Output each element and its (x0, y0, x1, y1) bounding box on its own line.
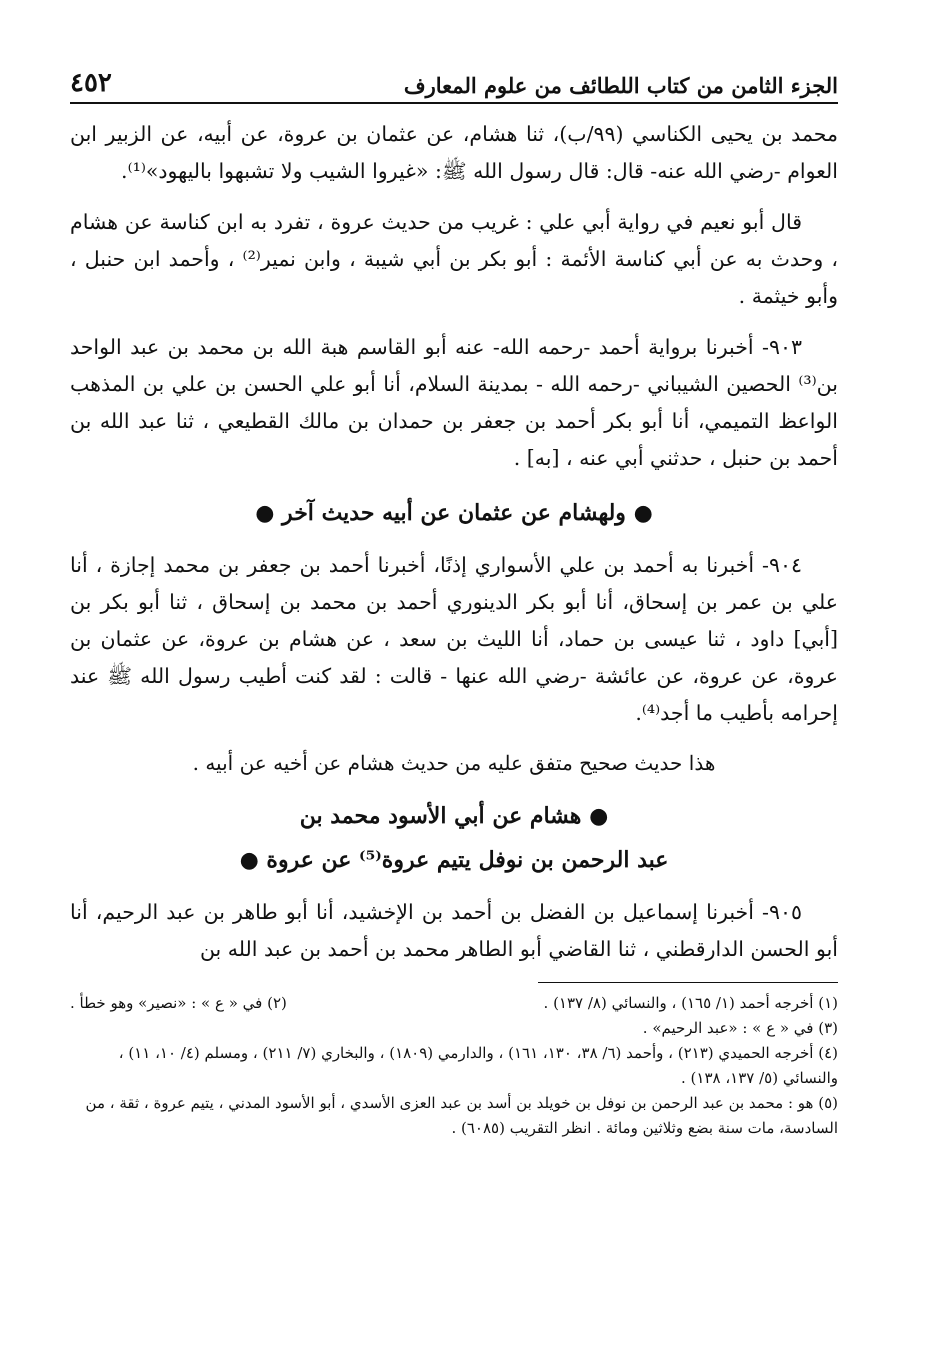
footnote-separator (538, 982, 838, 983)
section-heading-2-line-1: ● هشام عن أبي الأسود محمد بن (299, 803, 609, 829)
footnote-5: (٥) هو : محمد بن عبد الرحمن بن نوفل بن خويلد بن أسد بن عبد العزى الأسدي ، أبو الأسود المدني ، يتيم عروة ، ثقة ، من السادسة، مات سنة بضع وثلاثين ومائة . انظر التقريب (٦٠٨٥) . (85, 1094, 838, 1137)
hadith-904: ٩٠٤- أخبرنا به أحمد بن علي الأسواري إذنًا، أخبرنا أحمد بن جعفر بن محمد إجازة ، أنا علي بن عمر بن إسحاق، أنا أبو بكر الدينوري أحمد بن محمد بن إسحاق ، ثنا أبو بكر بن [أبي] داود ، ثنا عيسى بن حماد، أنا الليث بن سعد ، عن هشام بن عروة، عن عثمان بن عروة، عن عروة، عن عائشة -رضي الله عنها - قالت : لقد كنت أطيب رسول الله ﷺ عند إحرامه بأطيب ما أجد⁽⁴⁾. (70, 553, 838, 725)
hadith-903: ٩٠٣- أخبرنا برواية أحمد -رحمه الله- عنه أبو القاسم هبة الله بن محمد بن عبد الواحد بن⁽³⁾ الحصين الشيباني -رحمه الله - بمدينة السلام، أنا أبو علي الحسن بن علي بن المذهب الواعظ التميمي، أنا أبو بكر أحمد بن جعفر بن حمدان بن مالك القطيعي ، ثنا عبد الله بن أحمد بن حنبل ، حدثني أبي عنه ، [به] . (70, 335, 838, 470)
footnote-row-1 (70, 991, 838, 1016)
footnote-1: (١) أخرجه أحمد (١/ ١٦٥) ، والنسائي (٨/ ١٣٧) . (543, 994, 838, 1012)
page-header (70, 68, 838, 104)
section-heading-2-line-2: عبد الرحمن بن نوفل يتيم عروة⁽⁵⁾ عن عروة ● (239, 847, 669, 873)
paragraph-2: قال أبو نعيم في رواية أبي علي : غريب من حديث عروة ، تفرد به ابن كناسة عن هشام ، وحدث به عن أبي كناسة الأئمة : أبو بكر بن أبي شيبة ، وابن نمير⁽²⁾ ، وأحمد ابن حنبل ، وأبو خيثمة . (70, 210, 839, 308)
section-heading-2 (70, 794, 838, 882)
footnote-2: (٢) في « ع » : «نصير» وهو خطأ . (70, 994, 287, 1012)
section-heading-1: ● ولهشام عن عثمان عن أبيه حديث آخر ● (255, 500, 653, 526)
hadith-905: ٩٠٥- أخبرنا إسماعيل بن الفضل بن أحمد بن الإخشيد، أنا أبو طاهر بن عبد الرحيم، أنا أبو الحسن الدارقطني ، ثنا القاضي أبو الطاهر محمد بن أحمد بن عبد الله بن (70, 900, 838, 961)
footnotes (70, 991, 838, 1141)
footnote-3: (٣) في « ع » : «عبد الرحيم» . (642, 1019, 838, 1037)
footnote-4: (٤) أخرجه الحميدي (٢١٣) ، وأحمد (٦/ ٣٨، ١٣٠، ١٦١) ، والدارمي (١٨٠٩) ، والبخاري (٧/ ٢١١) ، ومسلم (٤/ ١٠، ١١) ، والنسائي (٥/ ١٣٧، ١٣٨) . (118, 1044, 838, 1087)
grading-note: هذا حديث صحيح متفق عليه من حديث هشام عن أخيه عن أبيه . (192, 751, 716, 775)
page-number: ٤٥٢ (70, 68, 112, 98)
running-title: الجزء الثامن من كتاب اللطائف من علوم المعارف (403, 73, 838, 98)
paragraph-1: محمد بن يحيى الكناسي (٩٩/ب)، ثنا هشام، عن عثمان بن عروة، عن أبيه، عن الزبير ابن العوام -رضي الله عنه- قال: قال رسول الله ﷺ: «غيروا الشيب ولا تشبهوا باليهود»⁽¹⁾. (70, 122, 839, 183)
